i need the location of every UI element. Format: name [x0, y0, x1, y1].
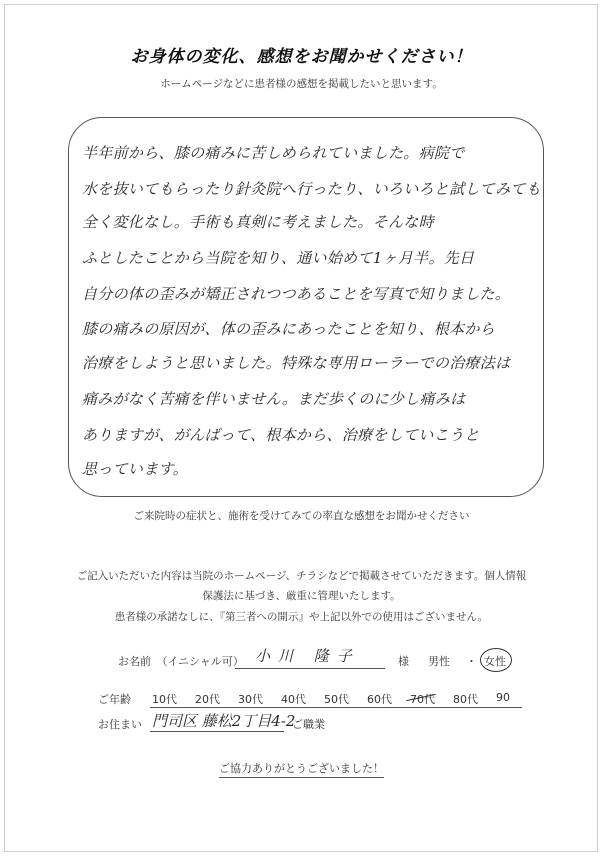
testimonial-line: 自分の体の歪みが矯正されつつあることを写真で知りました。	[82, 285, 511, 303]
testimonial-line: 水を抜いてもらったり針灸院へ行ったり、いろいろと試してみても	[82, 180, 542, 198]
age-label: ご年齢	[98, 693, 131, 706]
thanks-text: ご協力ありがとうございました！	[219, 762, 384, 778]
age-option: 70代	[410, 693, 435, 706]
gender-separator: ・	[466, 655, 477, 668]
gender-male: 男性	[428, 655, 450, 668]
address-underline	[150, 731, 284, 732]
age-option: 60代	[367, 693, 392, 706]
occupation-label: ご職業	[292, 718, 325, 731]
age-underline	[150, 707, 522, 708]
testimonial-line: ふとしたことから当院を知り、通い始めて1ヶ月半。先日	[82, 249, 475, 267]
thanks-message	[0, 760, 603, 776]
testimonial-line: 思っています。	[82, 460, 188, 478]
testimonial-line: 治療をしようと思いました。特殊な専用ローラーでの治療法は	[82, 354, 511, 372]
female-selected-circle	[480, 648, 512, 672]
age-option: 80代	[453, 693, 478, 706]
age-option: 50代	[324, 693, 349, 706]
testimonial-caption: ご来院時の症状と、施術を受けてみての率直な感想をお聞かせください	[133, 510, 470, 522]
privacy-notice-line: ご記入いただいた内容は当院のホームページ、チラシなどで掲載させていただきます。個人情報	[76, 570, 527, 582]
name-value: 小川 隆子	[255, 647, 360, 665]
testimonial-line: ありますが、がんばって、根本から、治療をしていこうと	[82, 426, 480, 444]
name-underline	[235, 668, 385, 669]
name-label: お名前 （イニシャル可）	[118, 655, 244, 668]
privacy-notice-line: 保護法に基づき、厳重に管理いたします。	[202, 590, 401, 602]
age-option: 90	[496, 691, 510, 704]
age-option: 10代	[152, 693, 177, 706]
privacy-notice-line: 患者様の承諾なしに、『第三者への開示』や上記以外での使用はございません。	[114, 611, 489, 623]
age-option: 20代	[195, 693, 220, 706]
page-subtitle: ホームページなどに患者様の感想を掲載したいと思います。	[160, 78, 443, 90]
gender-female: 女性	[484, 655, 506, 668]
address-label: お住まい	[98, 718, 142, 731]
age-option: 40代	[281, 693, 306, 706]
testimonial-line: 半年前から、膝の痛みに苦しめられていました。病院で	[82, 144, 465, 162]
age-option: 30代	[238, 693, 263, 706]
testimonial-line: 全く変化なし。手術も真剣に考えました。そんな時	[82, 213, 434, 231]
name-suffix: 様	[398, 655, 409, 668]
testimonial-line: 膝の痛みの原因が、体の歪みにあったことを知り、根本から	[82, 320, 495, 338]
testimonial-line: 痛みがなく苦痛を伴いません。まだ歩くのに少し痛みは	[82, 390, 466, 408]
address-value: 門司区 藤松2丁目4-2	[152, 712, 296, 730]
page-title: お身体の変化、感想をお聞かせください！	[130, 47, 473, 67]
